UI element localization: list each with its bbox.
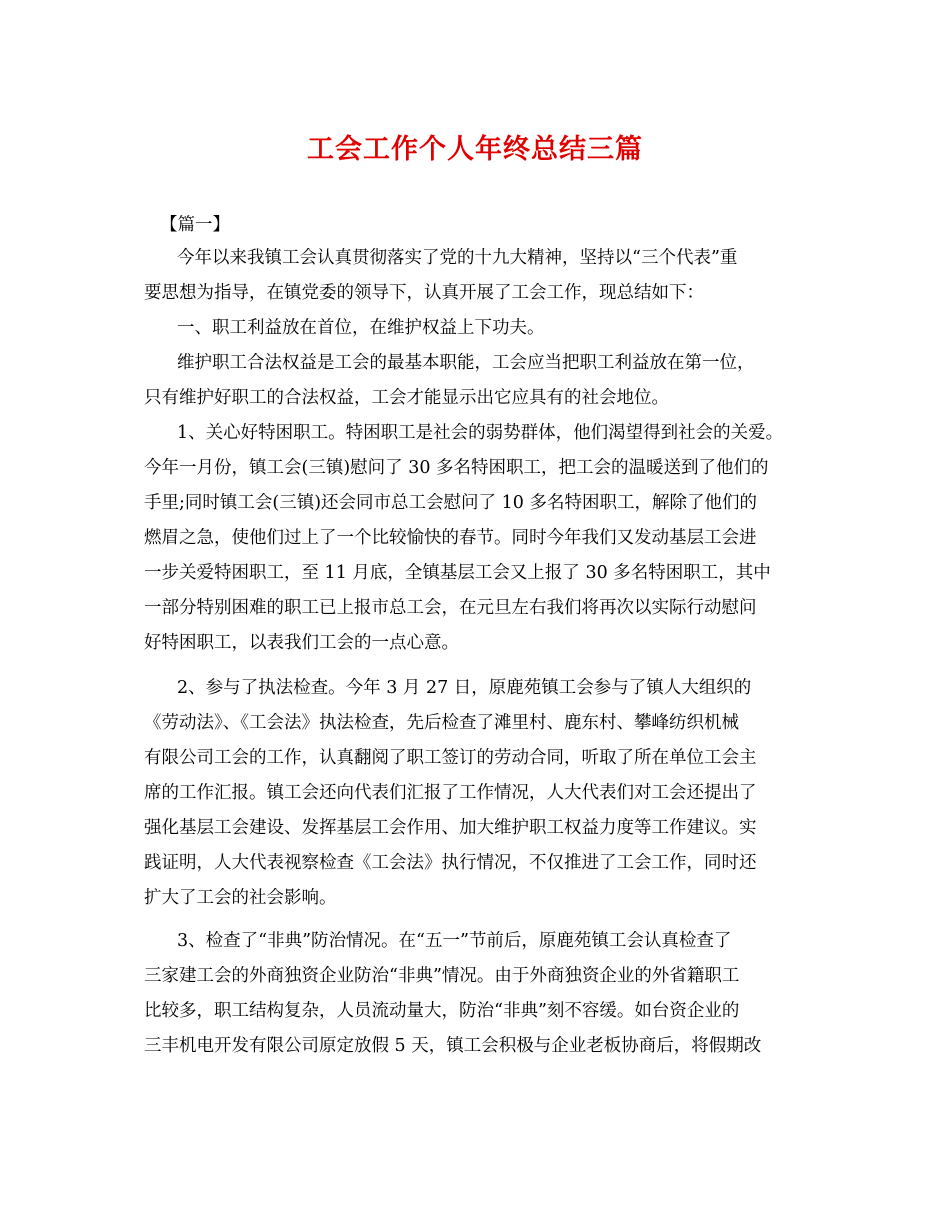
paragraph-line: 比较多，职工结构复杂，人员流动量大，防治“非典”刻不容缓。如台资企业的 bbox=[144, 1001, 740, 1021]
paragraph-line: 燃眉之急，使他们过上了一个比较愉快的春节。同时今年我们又发动基层工会进 bbox=[144, 528, 757, 548]
paragraph-line: 强化基层工会建设、发挥基层工会作用、加大维护职工权益力度等工作建议。实 bbox=[144, 818, 757, 838]
paragraph-line: 三家建工会的外商独资企业防治“非典”情况。由于外商独资企业的外省籍职工 bbox=[144, 966, 740, 986]
paragraph-line: 《劳动法》、《工会法》执法检查，先后检查了滩里村、鹿东村、攀峰纺织机械 bbox=[144, 713, 739, 733]
paragraph-line: 有限公司工会的工作，认真翻阅了职工签订的劳动合同，听取了所在单位工会主 bbox=[144, 748, 757, 768]
document-title: 工会工作个人年终总结三篇 bbox=[307, 134, 643, 165]
paragraph-line: 扩大了工会的社会影响。 bbox=[144, 888, 337, 908]
section-label: 【篇一】 bbox=[160, 215, 230, 235]
paragraph-line: 手里;同时镇工会(三镇)还会同市总工会慰问了 10 多名特困职工，解除了他们的 bbox=[144, 493, 757, 513]
paragraph-line: 三丰机电开发有限公司原定放假 5 天，镇工会积极与企业老板协商后，将假期改 bbox=[144, 1036, 762, 1056]
paragraph-line: 好特困职工，以表我们工会的一点心意。 bbox=[144, 633, 459, 653]
paragraph-line: 维护职工合法权益是工会的最基本职能，工会应当把职工利益放在第一位， bbox=[177, 353, 755, 373]
paragraph-line: 席的工作汇报。镇工会还向代表们汇报了工作情况，人大代表们对工会还提出了 bbox=[144, 783, 757, 803]
paragraph-line: 一部分特别困难的职工已上报市总工会，在元旦左右我们将再次以实际行动慰问 bbox=[144, 598, 757, 618]
paragraph-line: 只有维护好职工的合法权益，工会才能显示出它应具有的社会地位。 bbox=[144, 388, 669, 408]
section-heading: 一、职工利益放在首位，在维护权益上下功夫。 bbox=[177, 318, 545, 338]
paragraph-line: 1、关心好特困职工。特困职工是社会的弱势群体，他们渴望得到社会的关爱。 bbox=[177, 423, 784, 443]
paragraph-line: 要思想为指导，在镇党委的领导下，认真开展了工会工作，现总结如下： bbox=[144, 283, 704, 303]
paragraph-line: 践证明，人大代表视察检查《工会法》执行情况，不仅推进了工会工作，同时还 bbox=[144, 853, 757, 873]
paragraph-line: 一步关爱特困职工，至 11 月底，全镇基层工会又上报了 30 多名特困职工，其中 bbox=[144, 563, 771, 583]
paragraph-line: 2、参与了执法检查。今年 3 月 27 日，原鹿苑镇工会参与了镇人大组织的 bbox=[177, 678, 752, 698]
paragraph-line: 今年以来我镇工会认真贯彻落实了党的十九大精神，坚持以“三个代表”重 bbox=[177, 248, 738, 268]
paragraph-line: 今年一月份，镇工会(三镇)慰问了 30 多名特困职工，把工会的温暖送到了他们的 bbox=[144, 458, 769, 478]
paragraph-line: 3、检查了“非典”防治情况。在“五一”节前后，原鹿苑镇工会认真检查了 bbox=[177, 931, 732, 951]
